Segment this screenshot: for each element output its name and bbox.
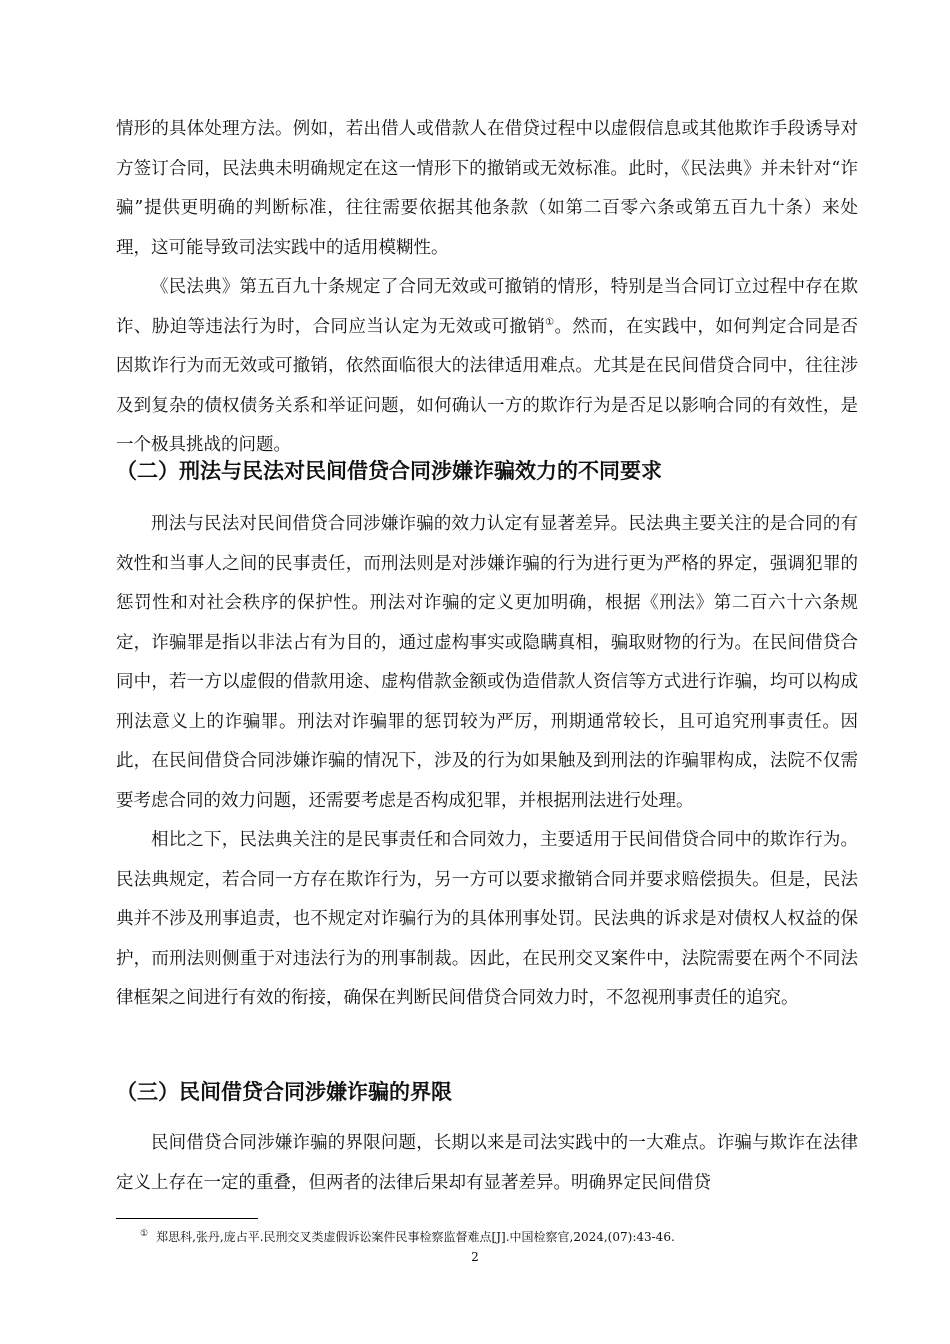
paragraph-civil-code-590: [116, 268, 858, 466]
paragraph-block-2: [116, 505, 858, 1019]
footnote-reference[interactable]: ①: [545, 316, 555, 328]
footnote-mark: ①: [140, 1229, 149, 1239]
paragraph-block-3: [116, 1124, 858, 1203]
paragraph-block-1: [116, 110, 858, 466]
paragraph-continuation: 情形的具体处理方法。例如，若出借人或借款人在借贷过程中以虚假信息或其他欺诈手段诱导对方签订合同，民法典未明确规定在这一情形下的撤销或无效标准。此时，《民法典》并未针对“诈骗”提供更明确的判断标准，往往需要依据其他条款（如第二百零六条或第五百九十条）来处理，这可能导致司法实践中的适用模糊性。: [116, 119, 858, 258]
page-number: 2: [471, 1250, 479, 1264]
footnote: [140, 1226, 860, 1245]
section-heading-3: （三）民间借贷合同涉嫌诈骗的界限: [116, 1080, 452, 1104]
section-heading-2: （二）刑法与民法对民间借贷合同涉嫌诈骗效力的不同要求: [116, 459, 662, 483]
paragraph-text: 。然而，在实践中，如何判定合同是否因欺诈行为而无效或可撤销，依然面临很大的法律适用难点。尤其是在民间借贷合同中，往往涉及到复杂的债权债务关系和举证问题，如何确认一方的欺诈行为是否足以影响合同的有效性，是一个极具挑战的问题。: [116, 316, 858, 455]
paragraph-text: 《民法典》第五百九十条规定了合同无效或可撤销的情形，特别是当合同订立过程中存在欺诈、胁迫等违法行为时，合同应当认定为无效或可撤销: [116, 277, 858, 337]
paragraph-civil-code-focus: 相比之下，民法典关注的是民事责任和合同效力，主要适用于民间借贷合同中的欺诈行为。民法典规定，若合同一方存在欺诈行为，另一方可以要求撤销合同并要求赔偿损失。但是，民法典并不涉及刑事追责，也不规定对诈骗行为的具体刑事处罚。民法典的诉求是对债权人权益的保护，而刑法则侧重于对违法行为的刑事制裁。因此，在民刑交叉案件中，法院需要在两个不同法律框架之间进行有效的衔接，确保在判断民间借贷合同效力时，不忽视刑事责任的追究。: [116, 830, 858, 1008]
footnote-text: 郑思科,张丹,庞占平.民刑交叉类虚假诉讼案件民事检察监督难点[J].中国检察官,2024,(07):43-46.: [156, 1230, 675, 1244]
footnote-divider: [116, 1218, 258, 1219]
paragraph-criminal-vs-civil: 刑法与民法对民间借贷合同涉嫌诈骗的效力认定有显著差异。民法典主要关注的是合同的有效性和当事人之间的民事责任，而刑法则是对涉嫌诈骗的行为进行更为严格的界定，强调犯罪的惩罚性和对社会秩序的保护性。刑法对诈骗的定义更加明确，根据《刑法》第二百六十六条规定，诈骗罪是指以非法占有为目的，通过虚构事实或隐瞒真相，骗取财物的行为。在民间借贷合同中，若一方以虚假的借款用途、虚构借款金额或伪造借款人资信等方式进行诈骗，均可以构成刑法意义上的诈骗罪。刑法对诈骗罪的惩罚较为严厉，刑期通常较长，且可追究刑事责任。因此，在民间借贷合同涉嫌诈骗的情况下，涉及的行为如果触及到刑法的诈骗罪构成，法院不仅需要考虑合同的效力问题，还需要考虑是否构成犯罪，并根据刑法进行处理。: [116, 514, 858, 811]
paragraph-boundary: 民间借贷合同涉嫌诈骗的界限问题，长期以来是司法实践中的一大难点。诈骗与欺诈在法律定义上存在一定的重叠，但两者的法律后果却有显著差异。明确界定民间借贷: [116, 1133, 858, 1193]
